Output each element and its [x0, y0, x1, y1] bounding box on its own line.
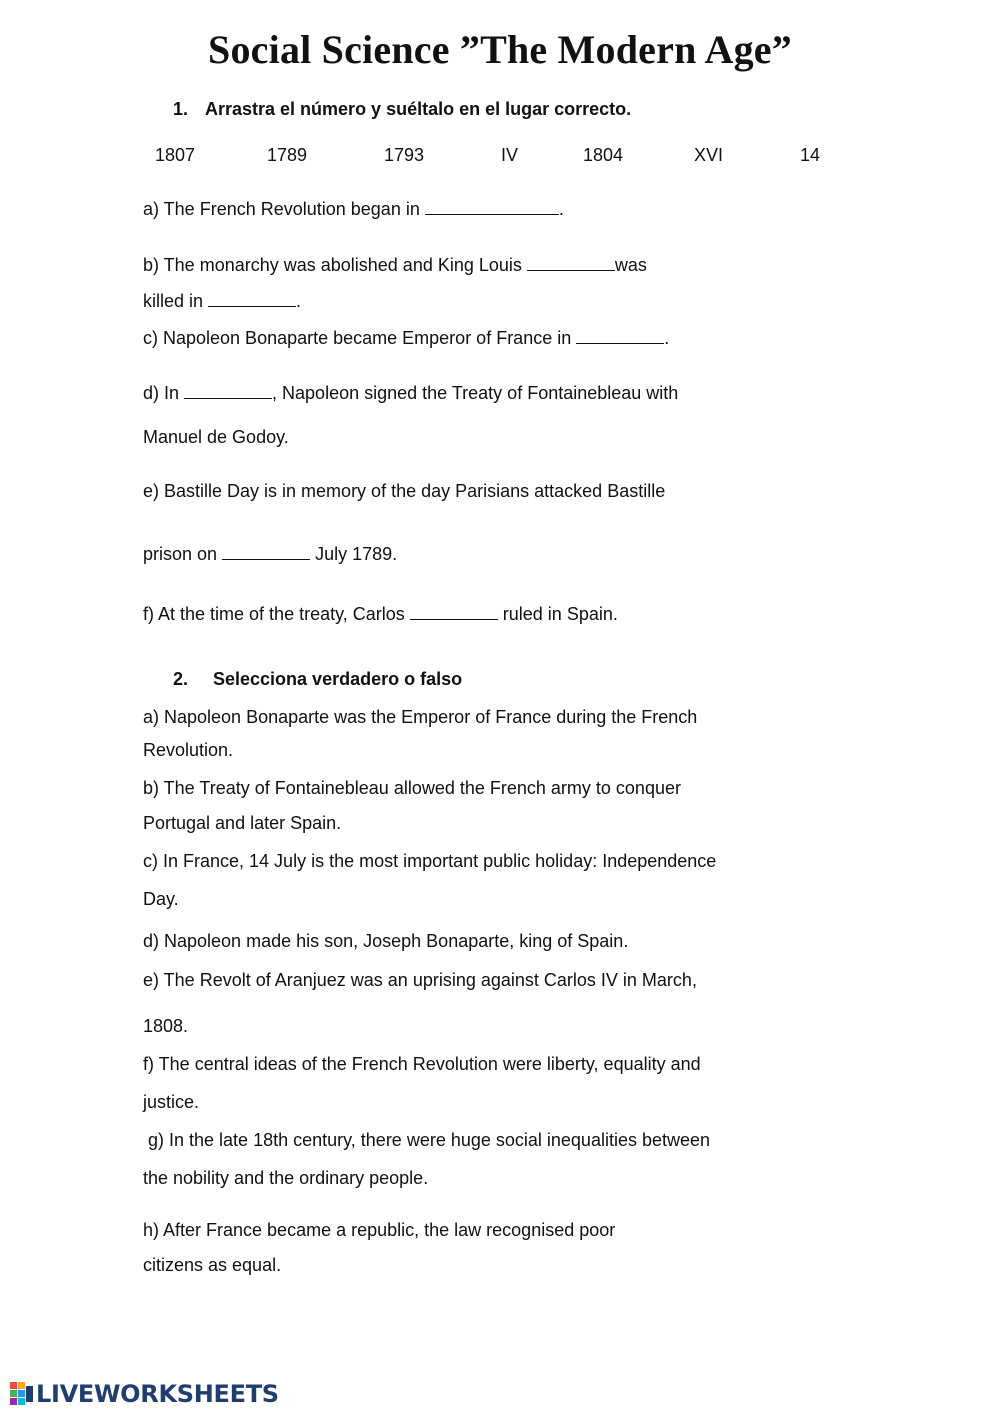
statement-2h-line-1[interactable]: h) After France became a republic, the law recognised poor — [143, 1220, 616, 1240]
statement-2g-line-1[interactable]: g) In the late 18th century, there were huge social inequalities between — [143, 1130, 711, 1150]
section-2-heading — [173, 669, 462, 690]
drop-target-1d[interactable] — [184, 380, 272, 399]
drop-target-1b-king[interactable] — [527, 252, 615, 271]
section-1-heading — [173, 99, 631, 120]
option-chip-1789[interactable]: 1789 — [267, 145, 308, 165]
option-chip-1804[interactable]: 1804 — [583, 145, 624, 165]
statement-2e-line-1[interactable]: e) The Revolt of Aranjuez was an uprising against Carlos IV in March, — [143, 970, 697, 990]
statement-2b-line-1[interactable]: b) The Treaty of Fontainebleau allowed the French army to conquer — [143, 778, 681, 798]
option-chip-14[interactable]: 14 — [800, 145, 821, 165]
section-2-number: 2. — [173, 669, 189, 689]
page-title: Social Science ”The Modern Age” — [208, 27, 792, 72]
item-1d-line-2: Manuel de Godoy. — [143, 427, 289, 447]
section-2-title: Selecciona verdadero o falso — [213, 669, 463, 689]
option-chip-xvi[interactable]: XVI — [694, 145, 724, 165]
statement-2c-line-2[interactable]: Day. — [143, 889, 179, 909]
statement-2a-line-1[interactable]: a) Napoleon Bonaparte was the Emperor of France during the French — [143, 707, 698, 727]
statement-2e-line-2[interactable]: 1808. — [143, 1016, 189, 1036]
statement-2b-line-2[interactable]: Portugal and later Spain. — [143, 813, 342, 833]
statement-2c-line-1[interactable]: c) In France, 14 July is the most important public holiday: Independence — [143, 851, 717, 871]
statement-2f-line-1[interactable]: f) The central ideas of the French Revolution were liberty, equality and — [143, 1054, 701, 1074]
drop-target-1f[interactable] — [410, 601, 498, 620]
statement-2d[interactable]: d) Napoleon made his son, Joseph Bonaparte, king of Spain. — [143, 931, 629, 951]
statement-2g-line-2[interactable]: the nobility and the ordinary people. — [143, 1168, 429, 1188]
option-chip-1807[interactable]: 1807 — [155, 145, 196, 165]
item-1b-line-2: killed in . — [143, 288, 301, 312]
liveworksheets-logo-icon — [10, 1382, 34, 1406]
liveworksheets-logo-text: LIVEWORKSHEETS — [36, 1380, 279, 1408]
item-1d-line-1: d) In , Napoleon signed the Treaty of Fontainebleau with — [143, 380, 678, 404]
statement-2h-line-2[interactable]: citizens as equal. — [143, 1255, 282, 1275]
drop-target-1e[interactable] — [222, 541, 310, 560]
item-1e-line-2: prison on July 1789. — [143, 541, 397, 565]
section-1-title: Arrastra el número y suéltalo en el lugar correcto. — [205, 99, 632, 119]
option-chip-1793[interactable]: 1793 — [384, 145, 425, 165]
liveworksheets-logo[interactable] — [10, 1382, 279, 1406]
item-1b-line-1: b) The monarchy was abolished and King Louis was — [143, 252, 647, 276]
drop-target-1a[interactable] — [425, 196, 559, 215]
item-1a: a) The French Revolution began in . — [143, 196, 564, 220]
option-chip-iv[interactable]: IV — [501, 145, 519, 165]
section-1-number: 1. — [173, 99, 189, 119]
statement-2f-line-2[interactable]: justice. — [143, 1092, 200, 1112]
drop-target-1c[interactable] — [576, 325, 664, 344]
item-1f: f) At the time of the treaty, Carlos ruled in Spain. — [143, 601, 618, 625]
item-1e-line-1: e) Bastille Day is in memory of the day Parisians attacked Bastille — [143, 481, 666, 501]
item-1c: c) Napoleon Bonaparte became Emperor of France in . — [143, 325, 669, 349]
drop-target-1b-year[interactable] — [208, 288, 296, 307]
statement-2a-line-2[interactable]: Revolution. — [143, 740, 234, 760]
